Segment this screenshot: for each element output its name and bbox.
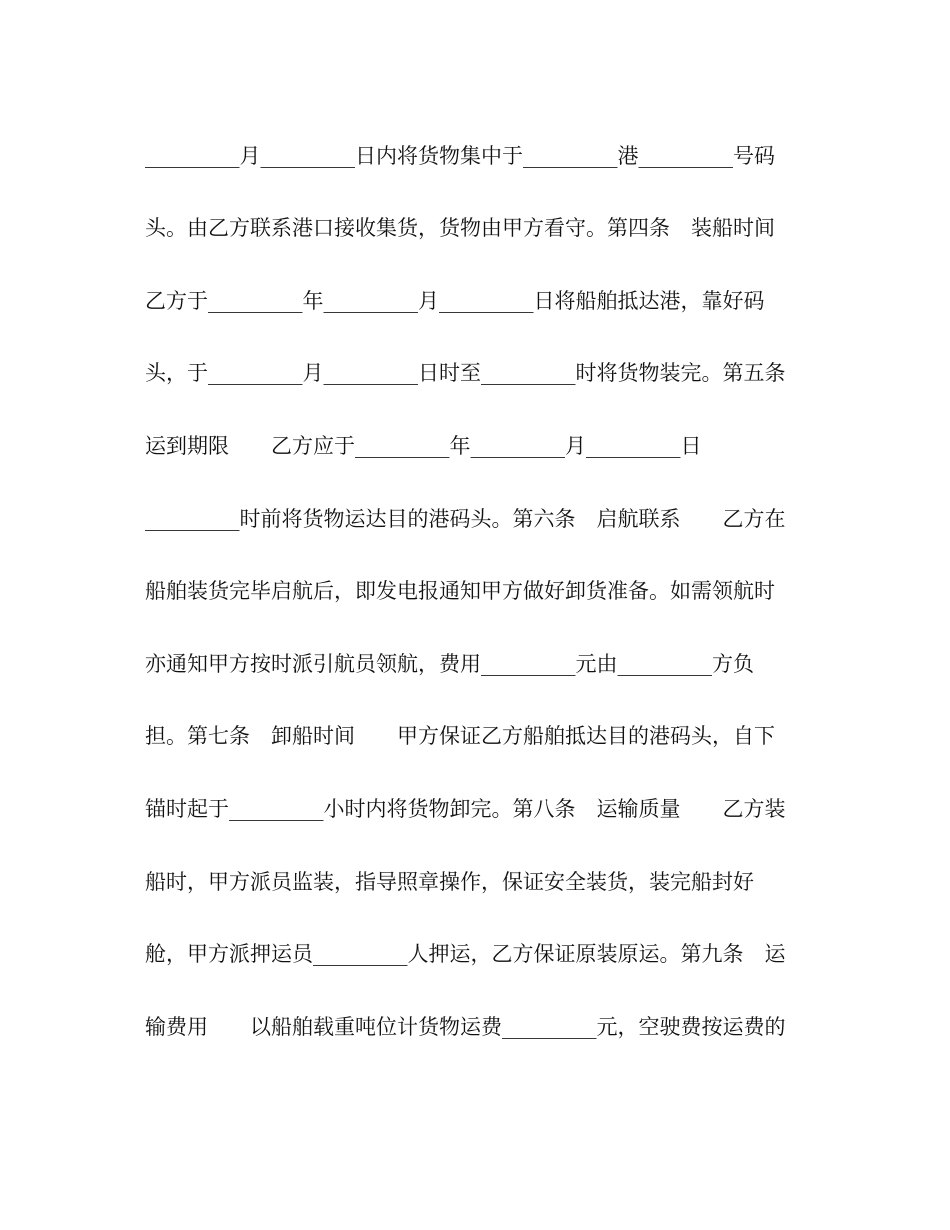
text-line-3: 乙方于_________年_________月_________日将船舶抵达港，靠好码 [145, 289, 765, 313]
text-line-12: 舱，甲方派押运员_________人押运，乙方保证原装原运。第九条 运 [145, 942, 786, 966]
text-line-8: 亦通知甲方按时派引航员领航，费用_________元由_________方负 [145, 652, 754, 676]
text-line-11: 船时，甲方派员监装，指导照章操作，保证安全装货，装完船封好 [145, 870, 754, 894]
text-line-5: 运到期限 乙方应于_________年_________月_________日 [145, 434, 702, 458]
text-line-2: 头。由乙方联系港口接收集货，货物由甲方看守。第四条 装船时间 [145, 216, 775, 240]
text-line-9: 担。第七条 卸船时间 甲方保证乙方船舶抵达目的港码头，自下 [145, 724, 775, 748]
text-line-10: 锚时起于_________小时内将货物卸完。第八条 运输质量 乙方装 [145, 797, 786, 821]
text-line-13: 输费用 以船舶载重吨位计货物运费_________元，空驶费按运费的 [145, 1015, 786, 1039]
text-line-1: _________月_________日内将货物集中于_________港_________号码 [145, 144, 775, 168]
text-line-6: _________时前将货物运达目的港码头。第六条 启航联系 乙方在 [145, 507, 786, 531]
text-line-7: 船舶装货完毕启航后，即发电报通知甲方做好卸货准备。如需领航时 [145, 579, 775, 603]
text-line-4: 头，于_________月_________日时至_________时将货物装完。第五条 [145, 361, 786, 385]
